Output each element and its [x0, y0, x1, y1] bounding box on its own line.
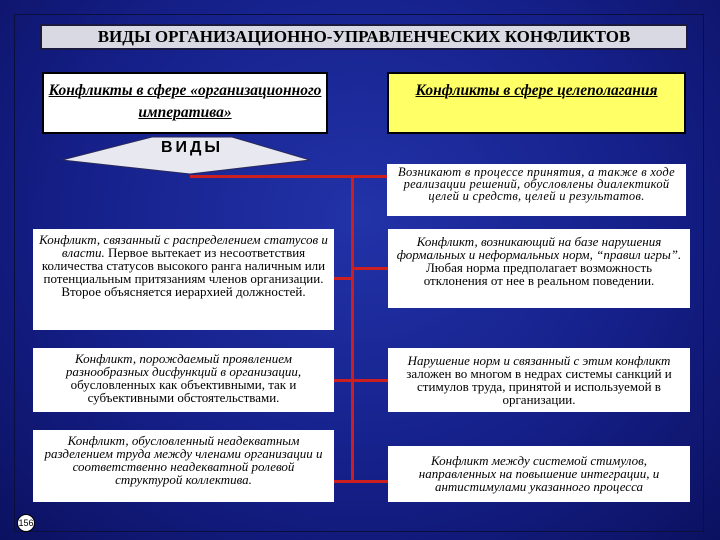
conflict-status-power-text: Первое вытекает из несоответствия количества статусов высокого ранга наличным или потенциальным притязаниям членов организации. Второе объясняется иерархией должностей.: [41, 245, 326, 299]
connector-top-horizontal: [190, 175, 388, 178]
connector-top-vertical: [351, 176, 354, 482]
conflict-status-power-italic: Конфликт, связанный с распределением статусов и власти.: [39, 232, 328, 260]
conflict-dysfunctions-text: обусловленных как объективными, так и субъективными обстоятельствами.: [70, 377, 297, 405]
connector-row2: [334, 379, 388, 382]
slide-title: ВИДЫ ОРГАНИЗАЦИОННО-УПРАВЛЕНЧЕСКИХ КОНФЛИКТОВ: [40, 24, 688, 50]
conflict-sanctions-text: заложен во многом в недрах системы санкций и стимулов труда, принятой и используемой в организации.: [406, 366, 672, 407]
connector-row1-right: [352, 267, 388, 270]
conflict-incentives: [388, 446, 690, 502]
conflict-sanctions: [388, 348, 690, 412]
conflict-division-of-labor-italic: Конфликт, обусловленный неадекватным разделением труда между членами организации и соответственно неадекватной ролевой структурой коллектива.: [44, 433, 323, 487]
page-number: 156: [17, 514, 35, 532]
conflict-sanctions-italic: Нарушение норм и связанный с этим конфликт: [407, 353, 671, 368]
goal-setting-description: Возникают в процессе принятия, а также в ходе реализации решений, обусловлены диалектикой целей и средств, целей и результатов.: [387, 164, 686, 216]
types-label: ВИДЫ: [160, 139, 224, 156]
connector-row1-left: [334, 277, 352, 280]
conflict-division-of-labor: [33, 430, 334, 502]
conflict-dysfunctions: [33, 348, 334, 412]
conflict-status-power: [33, 229, 334, 330]
right-category-box: Конфликты в сфере целеполагания: [387, 72, 686, 134]
left-category-box: Конфликты в сфере «организационного императива»: [42, 72, 328, 134]
conflict-norm-violation: [388, 229, 690, 308]
conflict-norm-violation-text: Любая норма предполагает возможность отклонения от нее в реальном поведении.: [423, 260, 655, 288]
connector-row3: [334, 480, 388, 483]
conflict-norm-violation-italic: Конфликт, возникающий на базе нарушения формальных и неформальных норм, “правил игры”.: [396, 234, 682, 262]
conflict-incentives-italic: Конфликт между системой стимулов, направленных на повышение интеграции, и антистимулами указанного процесса: [418, 453, 660, 494]
conflict-dysfunctions-italic: Конфликт, порождаемый проявлением разнообразных дисфункций в организации,: [65, 351, 302, 379]
